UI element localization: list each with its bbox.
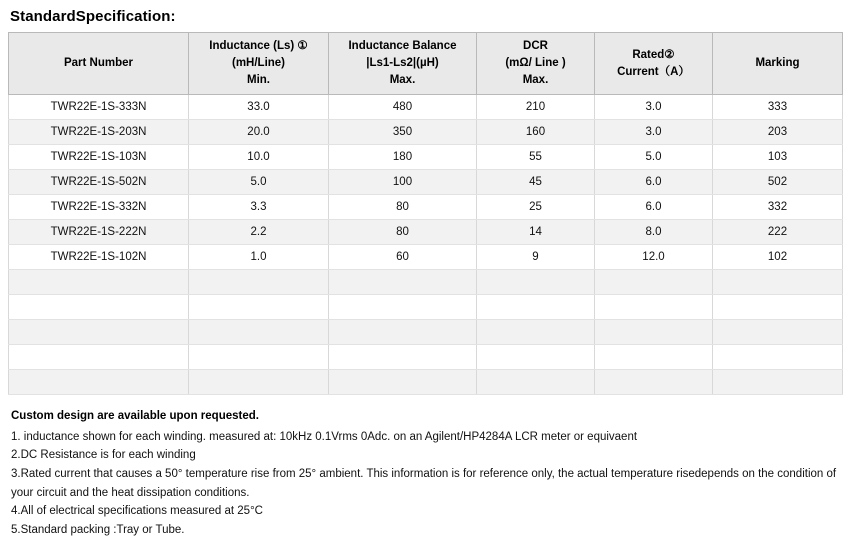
header-line: Current（A） [617, 65, 690, 78]
table-cell: 502 [713, 170, 843, 195]
table-cell: 3.0 [595, 120, 713, 145]
header-line: (mH/Line) [231, 57, 286, 70]
header-line: Inductance (Ls) ① [209, 40, 308, 53]
table-cell-empty [477, 345, 595, 370]
table-cell-empty [329, 370, 477, 395]
header-line: Max. [522, 73, 549, 86]
cell-part-number: TWR22E-1S-502N [9, 170, 189, 195]
table-header-row [9, 33, 843, 95]
notes-lead: Custom design are available upon requested. [11, 410, 259, 422]
table-cell-empty [9, 270, 189, 295]
cell-part-number: TWR22E-1S-222N [9, 220, 189, 245]
table-cell: 103 [713, 145, 843, 170]
table-cell: 12.0 [595, 245, 713, 270]
cell-part-number: TWR22E-1S-103N [9, 145, 189, 170]
table-cell-empty [329, 270, 477, 295]
table-cell-empty [477, 320, 595, 345]
table-cell-empty [329, 295, 477, 320]
table-cell: 8.0 [595, 220, 713, 245]
table-cell: 10.0 [189, 145, 329, 170]
table-header [9, 33, 843, 95]
table-empty-row [9, 295, 843, 320]
table-cell: 6.0 [595, 195, 713, 220]
header-line: Marking [755, 57, 800, 70]
table-body [9, 95, 843, 395]
table-cell-empty [595, 345, 713, 370]
table-cell: 80 [329, 195, 477, 220]
table-row [9, 145, 843, 170]
table-empty-row [9, 370, 843, 395]
table-cell: 332 [713, 195, 843, 220]
table-row [9, 170, 843, 195]
column-header-inductance [189, 33, 329, 95]
table-cell-empty [595, 270, 713, 295]
header-line: Part Number [63, 57, 134, 70]
header-line: |Ls1-Ls2|(µH) [366, 57, 439, 70]
table-cell-empty [713, 320, 843, 345]
table-cell: 210 [477, 95, 595, 120]
table-row [9, 195, 843, 220]
table-cell: 350 [329, 120, 477, 145]
table-cell: 9 [477, 245, 595, 270]
table-cell: 102 [713, 245, 843, 270]
table-cell: 203 [713, 120, 843, 145]
table-cell-empty [9, 295, 189, 320]
table-cell: 5.0 [595, 145, 713, 170]
cell-part-number: TWR22E-1S-332N [9, 195, 189, 220]
specification-table [8, 32, 843, 395]
header-line: Rated② [632, 48, 675, 61]
table-cell-empty [9, 345, 189, 370]
table-cell-empty [595, 370, 713, 395]
table-cell-empty [595, 295, 713, 320]
table-cell: 60 [329, 245, 477, 270]
header-line: (mΩ/ Line ) [505, 57, 566, 70]
table-cell-empty [477, 270, 595, 295]
table-cell: 6.0 [595, 170, 713, 195]
cell-part-number: TWR22E-1S-102N [9, 245, 189, 270]
table-empty-row [9, 270, 843, 295]
column-header-inductance-balance [329, 33, 477, 95]
header-line: DCR [523, 40, 548, 53]
table-cell: 45 [477, 170, 595, 195]
cell-part-number: TWR22E-1S-333N [9, 95, 189, 120]
table-cell-empty [189, 370, 329, 395]
table-cell: 5.0 [189, 170, 329, 195]
table-cell-empty [713, 270, 843, 295]
table-cell: 333 [713, 95, 843, 120]
table-row [9, 245, 843, 270]
table-cell-empty [9, 370, 189, 395]
table-cell: 480 [329, 95, 477, 120]
table-empty-row [9, 320, 843, 345]
note-line: 5.Standard packing :Tray or Tube. [11, 523, 185, 536]
column-header-part-number [9, 33, 189, 95]
table-cell-empty [477, 370, 595, 395]
table-cell: 222 [713, 220, 843, 245]
table-cell: 160 [477, 120, 595, 145]
table-cell: 3.3 [189, 195, 329, 220]
table-cell-empty [713, 370, 843, 395]
table-cell-empty [477, 295, 595, 320]
table-row [9, 95, 843, 120]
table-cell: 14 [477, 220, 595, 245]
note-line: 2.DC Resistance is for each winding [11, 449, 196, 462]
column-header-marking [713, 33, 843, 95]
table-cell-empty [329, 320, 477, 345]
table-cell: 25 [477, 195, 595, 220]
note-line: 1. inductance shown for each winding. measured at: 10kHz 0.1Vrms 0Adc. on an Agilent/HP4284A LCR meter or equivaent [11, 430, 638, 443]
table-cell-empty [9, 320, 189, 345]
header-line: Inductance Balance [348, 40, 457, 53]
table-cell-empty [189, 270, 329, 295]
table-row [9, 220, 843, 245]
page-title: StandardSpecification: [10, 8, 176, 25]
header-line: Max. [389, 73, 416, 86]
table-cell: 55 [477, 145, 595, 170]
table-cell: 100 [329, 170, 477, 195]
note-line: 3.Rated current that causes a 50° temperature rise from 25° ambient. This information is for reference only, the actual temperature risedepends on the condition of your circuit and the heat dissipation conditions. [11, 467, 837, 499]
table-cell-empty [713, 295, 843, 320]
table-cell: 1.0 [189, 245, 329, 270]
table-cell-empty [713, 345, 843, 370]
table-cell-empty [329, 345, 477, 370]
table-cell-empty [189, 320, 329, 345]
table-cell: 33.0 [189, 95, 329, 120]
table-empty-row [9, 345, 843, 370]
table-cell-empty [595, 320, 713, 345]
table-cell-empty [189, 345, 329, 370]
notes-section [8, 407, 842, 539]
table-cell-empty [189, 295, 329, 320]
column-header-rated-current [595, 33, 713, 95]
table-cell: 2.2 [189, 220, 329, 245]
table-cell: 180 [329, 145, 477, 170]
table-cell: 20.0 [189, 120, 329, 145]
header-line: Min. [247, 73, 270, 86]
table-cell: 3.0 [595, 95, 713, 120]
column-header-dcr [477, 33, 595, 95]
note-line: 4.All of electrical specifications measured at 25°C [11, 505, 263, 518]
table-cell: 80 [329, 220, 477, 245]
table-row [9, 120, 843, 145]
cell-part-number: TWR22E-1S-203N [9, 120, 189, 145]
